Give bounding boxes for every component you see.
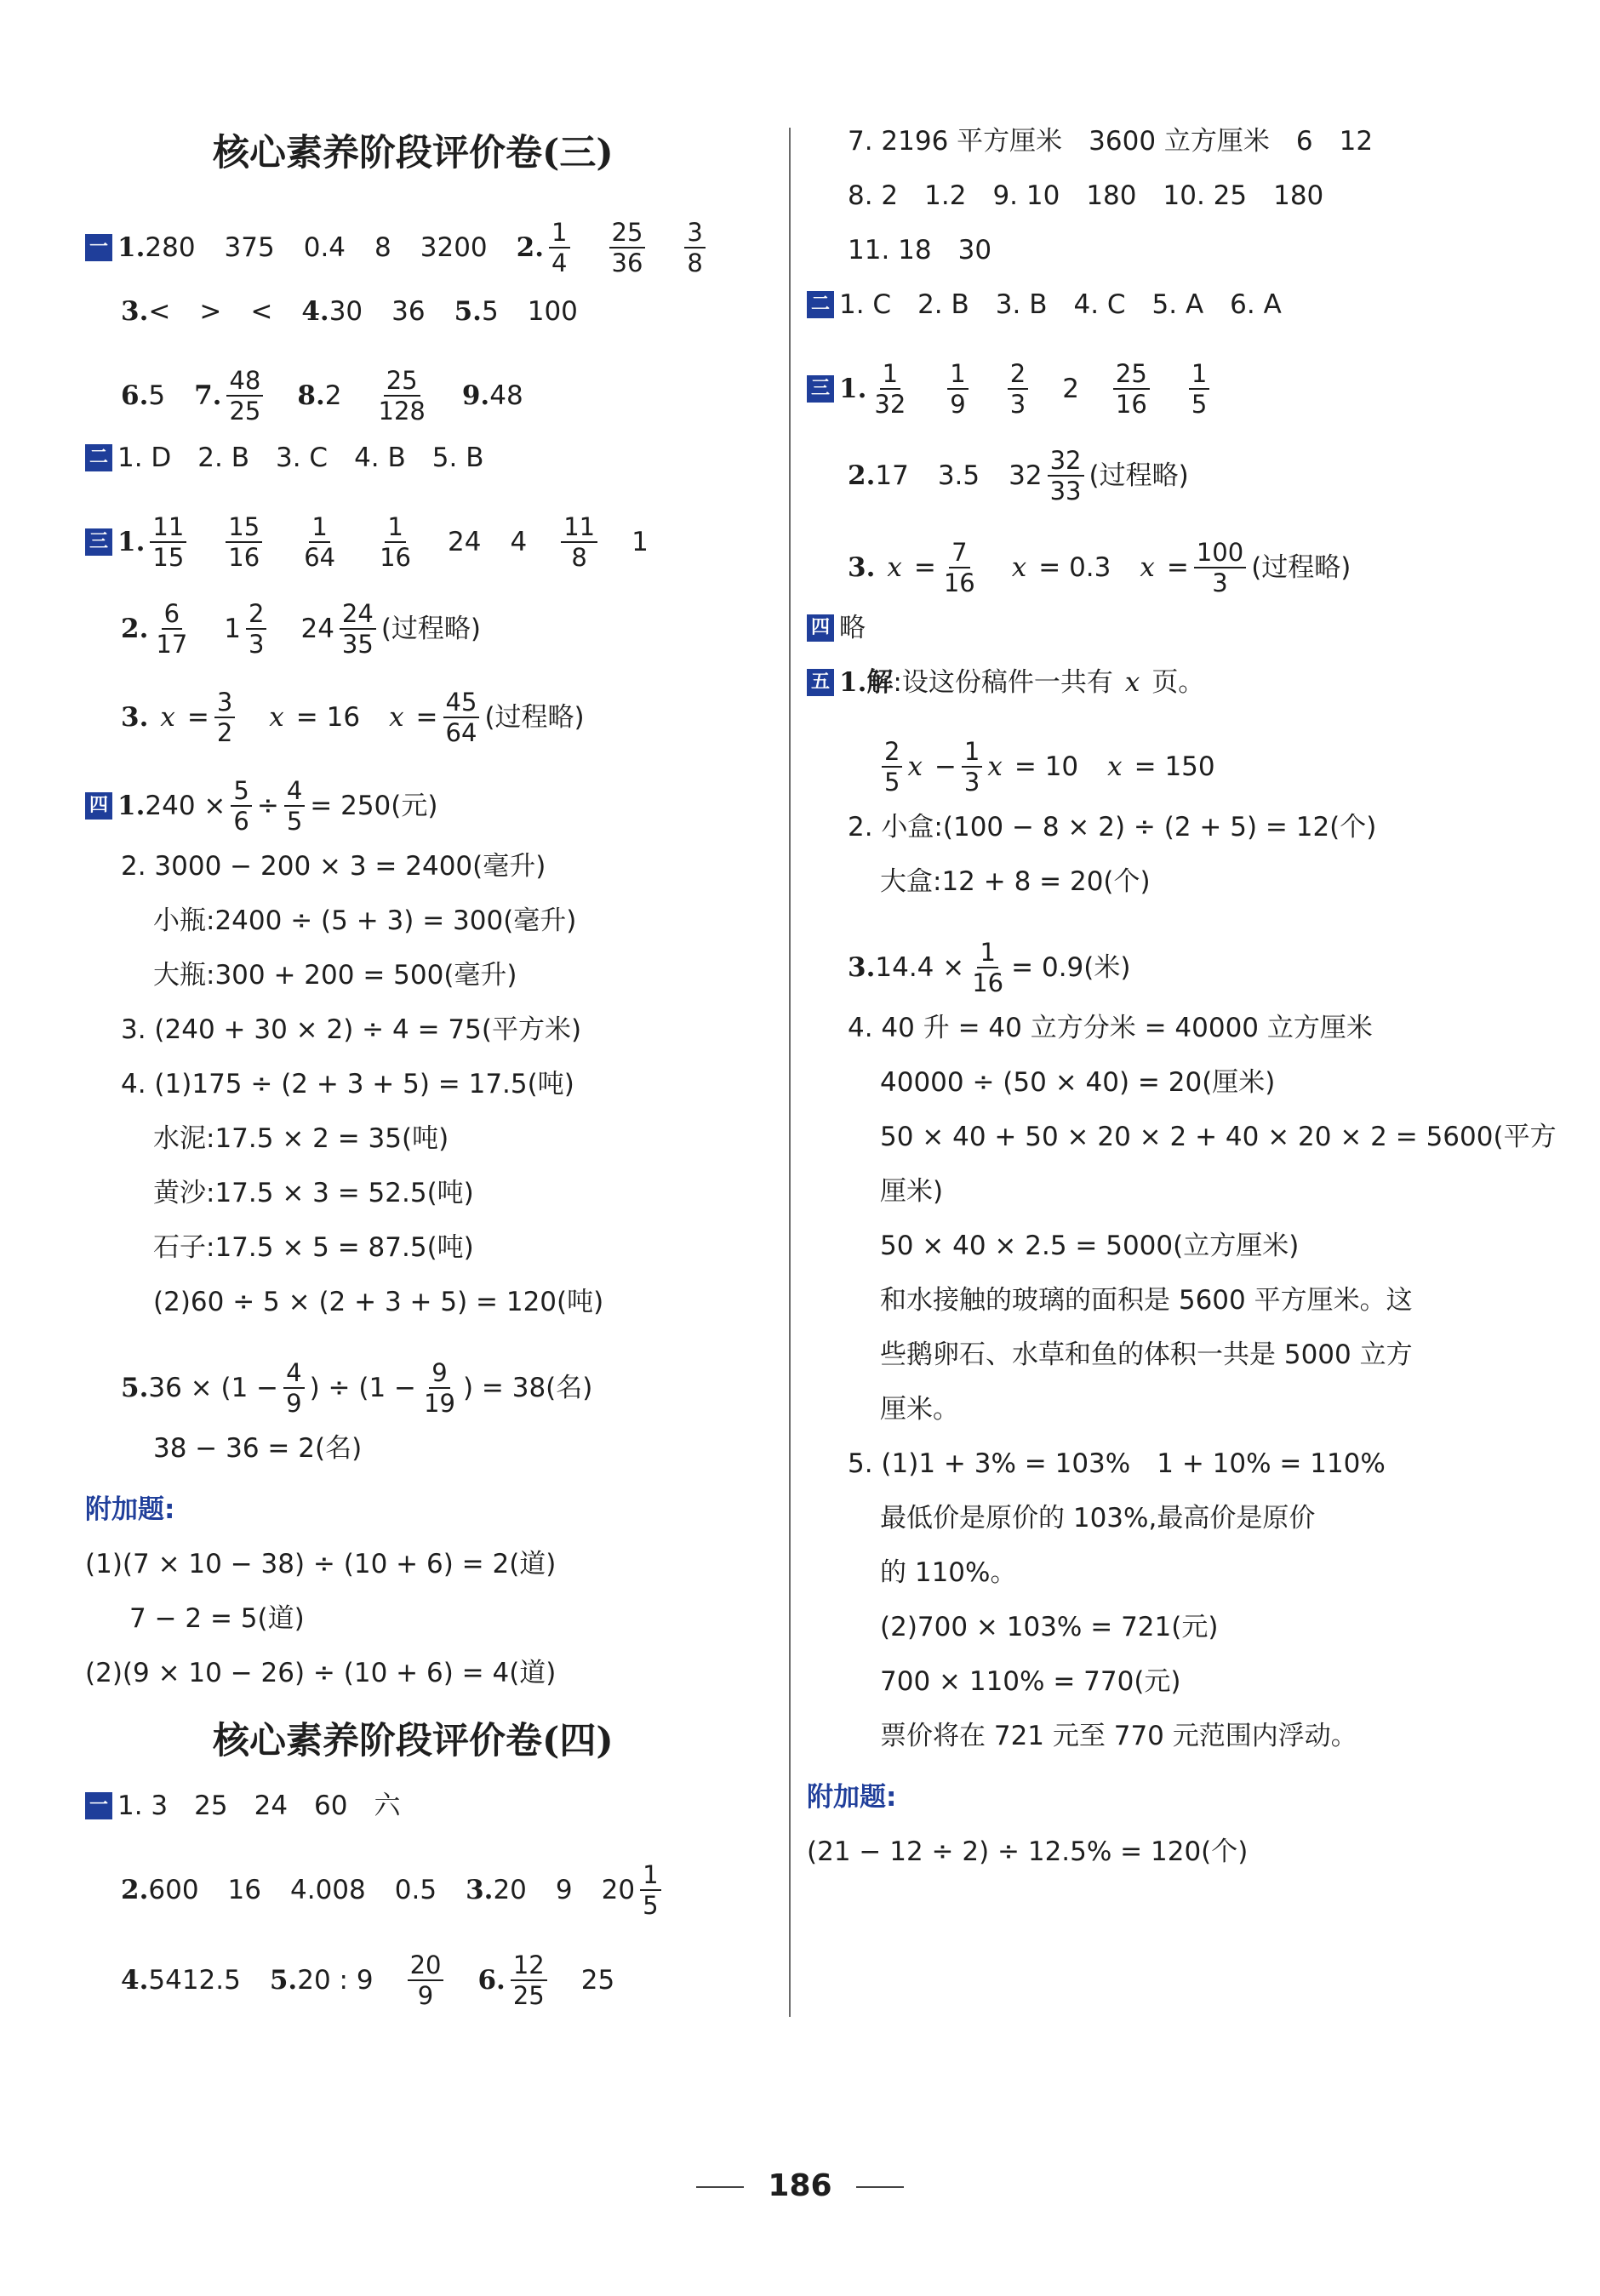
- answer-value: >: [199, 296, 222, 327]
- item-number: 2.: [848, 460, 876, 491]
- answer-value: 0.5: [394, 1875, 437, 1905]
- answer-line: 2. 3000 − 200 × 3 = 2400(毫升): [121, 851, 546, 882]
- item-number: 1.: [117, 791, 146, 821]
- item-number: 5.: [269, 1965, 298, 1996]
- mixed-whole: 32: [1009, 460, 1043, 491]
- answer-value: 2: [324, 380, 342, 411]
- answer-value: 375: [224, 232, 275, 263]
- item-number: 2.: [121, 1875, 149, 1905]
- item-number: 4.: [121, 1965, 149, 1996]
- expr: = 150: [1134, 751, 1215, 782]
- answer-line: 最低价是原价的 103%,最高价是原价: [880, 1503, 1316, 1534]
- answer-line: 700 × 110% = 770(元): [880, 1666, 1181, 1697]
- expr: 240 ×: [145, 791, 226, 821]
- answer-text: 1. 3 25 24 60 六: [117, 1791, 401, 1821]
- item-number: 4.: [301, 296, 329, 327]
- section-title-3: 核心素养阶段评价卷(三): [213, 132, 614, 174]
- fraction: $\frac{1}{4}$: [549, 218, 569, 277]
- section-badge: 三: [807, 375, 834, 403]
- item-number: 6.: [477, 1965, 506, 1996]
- fraction: $\frac{1}{9}$: [947, 359, 968, 419]
- fraction: $\frac{45}{64}$: [443, 688, 480, 747]
- answer-line: [85, 776, 437, 836]
- right-column: [791, 0, 1600, 2296]
- answer-line: [848, 938, 1130, 997]
- answer-text: 略: [839, 613, 866, 643]
- answer-value: 25: [580, 1965, 615, 1996]
- answer-line: 和水接触的玻璃的面积是 5600 平方厘米。这: [880, 1285, 1413, 1316]
- expr: ) = 38(名): [462, 1373, 593, 1403]
- page-number-dash: [696, 2186, 744, 2188]
- variable-x: x: [907, 751, 923, 782]
- expr: 14.4 ×: [875, 952, 965, 983]
- answer-value: 8: [374, 232, 391, 263]
- fraction: $\frac{25}{16}$: [1113, 359, 1150, 419]
- answer-line: 石子:17.5 × 5 = 87.5(吨): [153, 1232, 474, 1263]
- fraction: $\frac{20}{9}$: [408, 1950, 444, 2010]
- answer-value: 3200: [420, 232, 488, 263]
- fraction: $\frac{25}{36}$: [609, 218, 646, 277]
- answer-line: 的 110%。: [880, 1557, 1017, 1588]
- column-divider: [789, 128, 791, 2017]
- fraction: $\frac{4}{9}$: [283, 1358, 304, 1418]
- fraction: $\frac{3}{2}$: [214, 688, 235, 747]
- answer-value: 3.5: [937, 460, 980, 491]
- answer-line: 黄沙:17.5 × 3 = 52.5(吨): [153, 1178, 474, 1208]
- answer-line: 5. (1)1 + 3% = 103% 1 + 10% = 110%: [848, 1448, 1386, 1479]
- answer-line: [121, 688, 585, 747]
- answer-line: 8. 2 1.2 9. 10 180 10. 25 180: [848, 180, 1324, 211]
- fraction: $\frac{12}{25}$: [511, 1950, 547, 2010]
- fraction: $\frac{1}{64}$: [304, 512, 336, 572]
- item-number: 3.: [848, 552, 876, 583]
- variable-x: x: [269, 702, 284, 733]
- fraction: $\frac{1}{5}$: [1189, 359, 1209, 419]
- fraction: $\frac{1}{16}$: [380, 512, 411, 572]
- answer-value: 1: [631, 527, 649, 557]
- answer-value: 2: [1062, 374, 1079, 404]
- fraction: $\frac{3}{8}$: [684, 218, 705, 277]
- expr: 36 × (1 −: [148, 1373, 279, 1403]
- answer-line: [85, 218, 711, 277]
- section-badge: 四: [807, 614, 834, 642]
- answer-line: 7 − 2 = 5(道): [129, 1603, 305, 1634]
- expr: = 0.9(米): [1011, 952, 1131, 983]
- mixed-whole: 24: [300, 614, 334, 644]
- answer-value: = 16: [295, 702, 361, 733]
- answer-text: 页。: [1151, 667, 1205, 698]
- answer-line: [121, 1950, 614, 2010]
- answer-line: [807, 611, 866, 645]
- fraction: $\frac{2}{5}$: [882, 737, 902, 797]
- variable-x: x: [1011, 552, 1027, 583]
- item-number: 8.: [297, 380, 325, 411]
- variable-x: x: [389, 702, 404, 733]
- item-number: 3.: [466, 1875, 494, 1905]
- answer-value: 20: [493, 1875, 527, 1905]
- item-number: 5.: [454, 296, 482, 327]
- fraction: $\frac{6}{17}$: [156, 599, 188, 659]
- answer-line: 4. (1)175 ÷ (2 + 3 + 5) = 17.5(吨): [121, 1069, 574, 1099]
- item-number: 2.: [516, 232, 545, 263]
- left-column: [0, 0, 791, 2296]
- equals: =: [913, 552, 936, 583]
- variable-x: x: [1140, 552, 1155, 583]
- fraction: $\frac{1}{5}$: [640, 1860, 660, 1920]
- section-badge: 四: [85, 792, 112, 820]
- answer-value: <: [148, 296, 171, 327]
- fraction: $\frac{1}{32}$: [874, 359, 906, 419]
- answer-line: 厘米): [880, 1176, 944, 1207]
- answer-line: (21 − 12 ÷ 2) ÷ 12.5% = 120(个): [807, 1836, 1249, 1867]
- answer-line: [848, 446, 1189, 505]
- expr: = 250(元): [310, 791, 438, 821]
- answer-value: 9: [555, 1875, 573, 1905]
- answer-line: [807, 665, 1204, 700]
- answer-line: [85, 441, 483, 475]
- fraction: $\frac{32}{33}$: [1048, 446, 1084, 505]
- answer-line: 40000 ÷ (50 × 40) = 20(厘米): [880, 1067, 1276, 1098]
- answer-value: 4: [510, 527, 528, 557]
- section-title-4: 核心素养阶段评价卷(四): [213, 1720, 614, 1762]
- answer-text: :设这份稿件一共有: [893, 667, 1113, 698]
- variable-x: x: [887, 552, 902, 583]
- fraction: $\frac{2}{3}$: [1008, 359, 1028, 419]
- section-badge: 一: [85, 234, 112, 261]
- answer-line: 厘米。: [880, 1394, 959, 1425]
- answer-line: [877, 737, 1215, 797]
- answer-line: (2)(9 × 10 − 26) ÷ (10 + 6) = 4(道): [85, 1658, 557, 1688]
- answer-line: 4. 40 升 = 40 立方分米 = 40000 立方厘米: [848, 1013, 1373, 1043]
- answer-value: 600: [148, 1875, 199, 1905]
- answer-line: 大瓶:300 + 200 = 500(毫升): [153, 960, 517, 991]
- fraction: $\frac{4}{5}$: [284, 776, 305, 836]
- answer-value: 100: [527, 296, 578, 327]
- note-text: (过程略): [1251, 552, 1351, 583]
- answer-line: 水泥:17.5 × 2 = 35(吨): [153, 1123, 449, 1154]
- fraction: $\frac{100}{3}$: [1194, 538, 1246, 597]
- answer-line: (2)700 × 103% = 721(元): [880, 1612, 1219, 1642]
- note-text: (过程略): [380, 614, 482, 644]
- answer-line: [121, 1860, 666, 1920]
- solution-label: 解: [866, 667, 894, 698]
- fraction: $\frac{1}{3}$: [962, 737, 982, 797]
- answer-value: = 0.3: [1038, 552, 1111, 583]
- answer-line: [848, 538, 1351, 597]
- answer-line: [121, 1358, 592, 1418]
- note-text: (过程略): [484, 702, 585, 733]
- answer-value: 20 : 9: [297, 1965, 374, 1996]
- answer-line: 2. 小盒:(100 − 8 × 2) ÷ (2 + 5) = 12(个): [848, 812, 1377, 842]
- item-number: 1.: [117, 527, 146, 557]
- answer-value: 280: [145, 232, 196, 263]
- answer-line: 票价将在 721 元至 770 元范围内浮动。: [880, 1721, 1357, 1751]
- item-number: 7.: [194, 380, 222, 411]
- answer-line: 11. 18 30: [848, 235, 992, 266]
- answer-line: (2)60 ÷ 5 × (2 + 3 + 5) = 120(吨): [153, 1287, 604, 1317]
- answer-line: 50 × 40 × 2.5 = 5000(立方厘米): [880, 1231, 1300, 1261]
- mixed-whole: 20: [601, 1875, 636, 1905]
- fraction: $\frac{2}{3}$: [246, 599, 266, 659]
- equals: =: [1166, 552, 1189, 583]
- answer-line: [85, 512, 649, 572]
- item-number: 1.: [839, 667, 867, 698]
- section-badge: 五: [807, 669, 834, 696]
- fraction: $\frac{15}{16}$: [226, 512, 262, 572]
- answer-line: 7. 2196 平方厘米 3600 立方厘米 6 12: [848, 126, 1374, 157]
- note-text: (过程略): [1089, 460, 1189, 491]
- answer-line: 些鹅卵石、水草和鱼的体积一共是 5000 立方: [880, 1339, 1413, 1370]
- answer-line: 38 − 36 = 2(名): [153, 1433, 363, 1464]
- expr: ÷: [256, 791, 279, 821]
- item-number: 9.: [461, 380, 490, 411]
- answer-value: 24: [448, 527, 482, 557]
- answer-line: [121, 366, 523, 426]
- item-number: 2.: [121, 614, 149, 644]
- equals: =: [186, 702, 209, 733]
- item-number: 1.: [117, 232, 146, 263]
- bonus-label: 附加题:: [807, 1782, 897, 1813]
- answer-value: 17: [875, 460, 909, 491]
- answer-value: 5: [481, 296, 499, 327]
- item-number: 6.: [121, 380, 149, 411]
- item-number: 3.: [121, 296, 149, 327]
- answer-line: [121, 294, 578, 328]
- answer-value: 48: [489, 380, 523, 411]
- answer-line: 3. (240 + 30 × 2) ÷ 4 = 75(平方米): [121, 1014, 582, 1045]
- answer-line: [121, 599, 481, 659]
- variable-x: x: [987, 751, 1003, 782]
- fraction: $\frac{48}{25}$: [226, 366, 263, 426]
- answer-value: 36: [391, 296, 426, 327]
- answer-line: (1)(7 × 10 − 38) ÷ (10 + 6) = 2(道): [85, 1549, 557, 1579]
- item-number: 5.: [121, 1373, 149, 1403]
- answer-line: 50 × 40 + 50 × 20 × 2 + 40 × 20 × 2 = 5600(平方: [880, 1122, 1557, 1152]
- item-number: 1.: [839, 374, 867, 404]
- page-number-dash: [856, 2186, 904, 2188]
- fraction: $\frac{25}{128}$: [378, 366, 426, 426]
- section-badge: 一: [85, 1792, 112, 1819]
- page-number: [0, 2168, 1600, 2203]
- answer-value: 5412.5: [148, 1965, 241, 1996]
- answer-text: 1. D 2. B 3. C 4. B 5. B: [117, 443, 484, 473]
- mixed-whole: 1: [224, 614, 242, 644]
- answer-value: 0.4: [303, 232, 346, 263]
- answer-value: 4.008: [290, 1875, 366, 1905]
- answer-value: 30: [329, 296, 363, 327]
- page-number-text: 186: [768, 2168, 832, 2203]
- section-badge: 二: [85, 444, 112, 471]
- answer-line: [807, 359, 1214, 419]
- answer-line: [85, 1789, 401, 1823]
- answer-line: [807, 288, 1282, 322]
- answer-line: 小瓶:2400 ÷ (5 + 3) = 300(毫升): [153, 905, 577, 936]
- answer-line: 大盒:12 + 8 = 20(个): [880, 866, 1151, 897]
- expr: −: [934, 751, 957, 782]
- variable-x: x: [160, 702, 175, 733]
- fraction: $\frac{9}{19}$: [424, 1358, 455, 1418]
- fraction: $\frac{5}{6}$: [231, 776, 251, 836]
- fraction: $\frac{11}{8}$: [561, 512, 597, 572]
- answer-value: 16: [227, 1875, 261, 1905]
- variable-x: x: [1124, 667, 1140, 698]
- equals: =: [415, 702, 438, 733]
- fraction: $\frac{7}{16}$: [943, 538, 975, 597]
- fraction: $\frac{11}{15}$: [150, 512, 186, 572]
- fraction: $\frac{24}{35}$: [340, 599, 376, 659]
- section-badge: 三: [85, 528, 112, 556]
- item-number: 3.: [848, 952, 876, 983]
- item-number: 3.: [121, 702, 149, 733]
- variable-x: x: [1107, 751, 1123, 782]
- expr: ) ÷ (1 −: [309, 1373, 417, 1403]
- expr: = 10: [1014, 751, 1079, 782]
- bonus-label: 附加题:: [85, 1494, 175, 1525]
- answer-text: 1. C 2. B 3. B 4. C 5. A 6. A: [839, 289, 1282, 320]
- section-badge: 二: [807, 291, 834, 318]
- answer-value: 5: [148, 380, 166, 411]
- fraction: $\frac{1}{16}$: [972, 938, 1004, 997]
- answer-value: <: [250, 296, 273, 327]
